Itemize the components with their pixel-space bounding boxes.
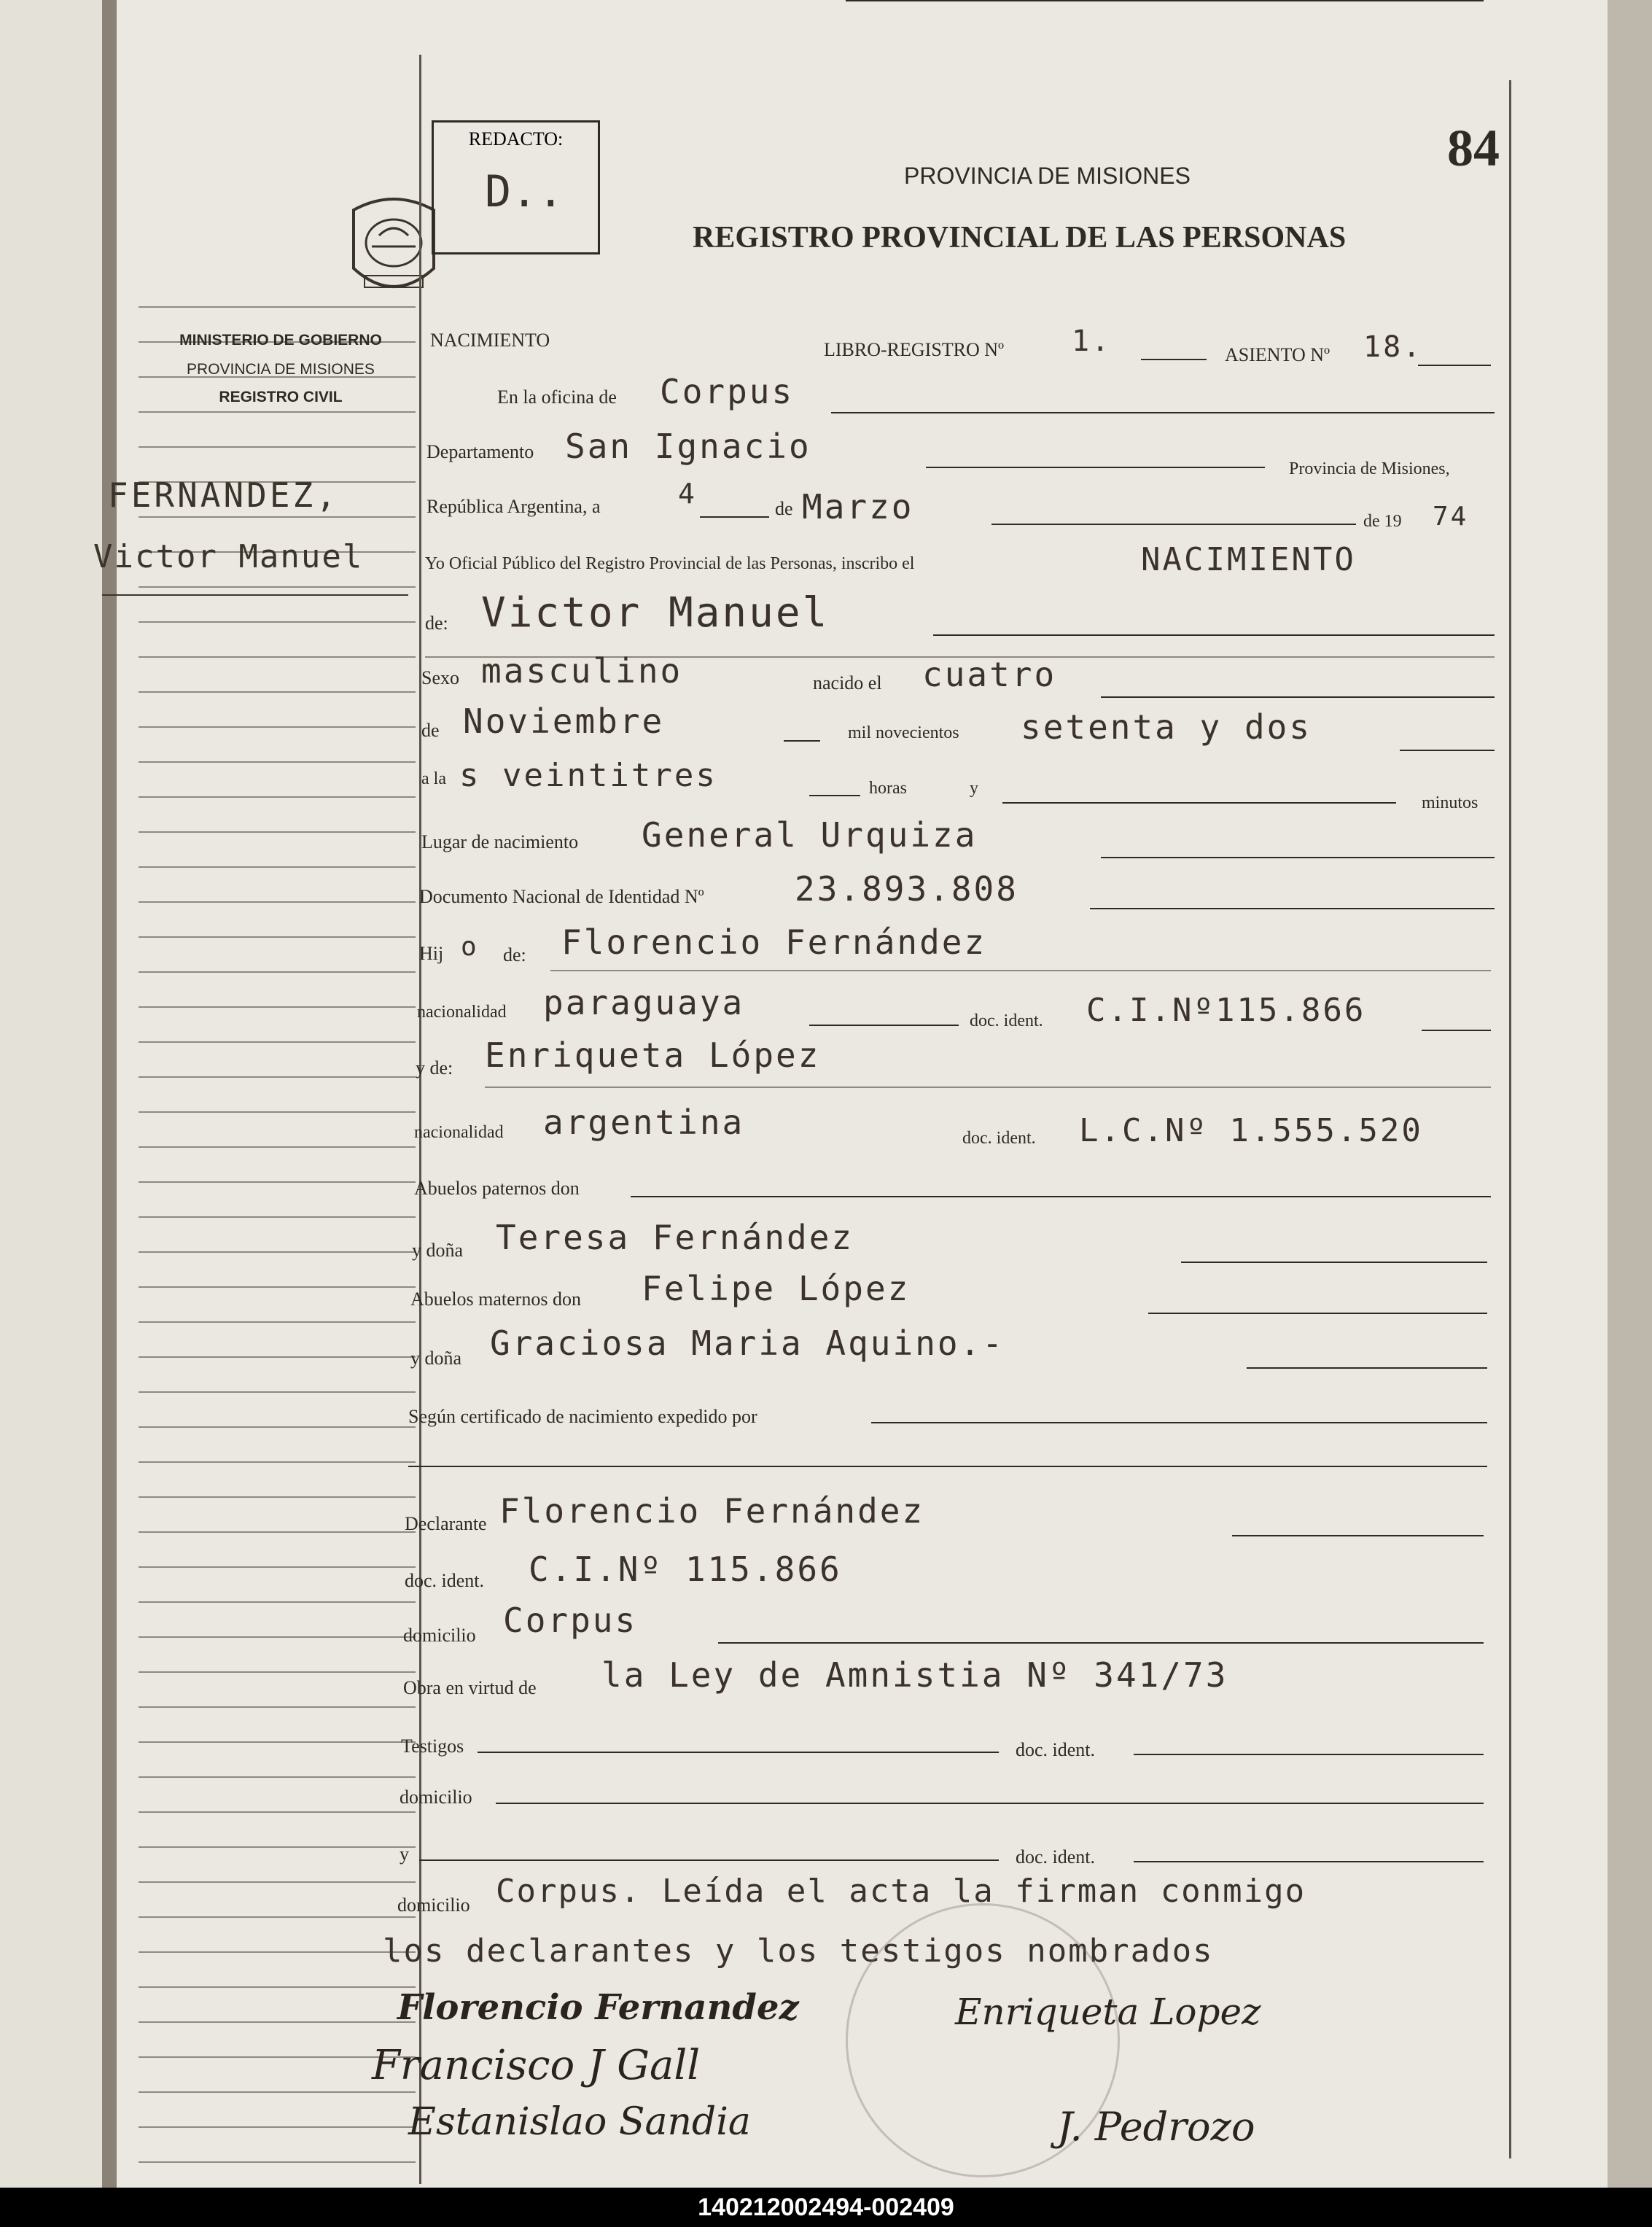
margin-ruled-line [139,1181,416,1183]
abuela-materna: Graciosa Maria Aquino.- [490,1324,1005,1363]
margin-ruled-line [139,1601,416,1603]
margin-ruled-line [139,1356,416,1358]
testigos-label: Testigos [401,1736,464,1757]
hijo-de-label: de: [503,944,526,965]
redacto-box [432,120,600,254]
obra-value: la Ley de Amnistia Nº 341/73 [601,1655,1228,1695]
margin-ruled-line [139,586,416,588]
segun-label: Según certificado de nacimiento expedido por [408,1406,757,1427]
de-label: de [775,498,793,519]
abuelo-materno: Felipe López [642,1269,911,1308]
closing-line-1: Corpus. Leída el acta la firman conmigo [496,1873,1306,1910]
testigo2-doc-label: doc. ident. [1016,1846,1096,1868]
margin-name-underline [102,594,408,596]
sexo-label: Sexo [421,667,459,688]
abuelos-maternos-label: Abuelos maternos don [410,1289,581,1310]
hijo-label: Hij [419,943,444,964]
margin-ruled-line [139,621,416,623]
mother-doc: L.C.Nº 1.555.520 [1079,1112,1423,1149]
sexo-value: masculino [481,651,683,691]
testigos-domicilio-label: domicilio [400,1787,472,1808]
margin-ruled-line [139,516,416,518]
margin-given-name: Victor Manuel [93,538,364,575]
oficina-label: En la oficina de [497,386,617,408]
year-value: 74 [1433,502,1469,532]
redacto-value: D.. [485,166,564,217]
alas-label: a la [421,769,446,788]
inscribo-label: Yo Oficial Público del Registro Provincial de las Personas, inscribo el [425,554,915,573]
registered-name: Victor Manuel [481,589,830,637]
margin-ruled-line [139,2021,416,2023]
libro-label: LIBRO-REGISTRO Nº [824,339,1005,360]
margin-ruled-line [139,1671,416,1673]
hour-value: s veintitres [459,757,717,794]
ministry-label: MINISTERIO DE GOBIERNO [179,332,382,349]
provincia-label: Provincia de Misiones, [1289,459,1450,478]
archive-id-footer: 140212002494-002409 [0,2188,1652,2227]
margin-ruled-line [139,1916,416,1918]
signature-official: J. Pedrozo [1057,2104,1255,2150]
header-registry: REGISTRO PROVINCIAL DE LAS PERSONAS [693,221,1347,254]
margin-ruled-line [139,1216,416,1218]
birth-month-value: Noviembre [463,701,665,741]
hijo-suffix: o [461,932,479,962]
libro-value: 1. [1072,324,1112,358]
father-nationality: paraguaya [543,983,745,1022]
margin-ruled-line [139,411,416,413]
signature-declarante: Florencio Fernandez [397,1987,799,2028]
father-name: Florencio Fernández [561,922,987,962]
margin-ruled-line [139,1006,416,1008]
abuela-paterna: Teresa Fernández [496,1218,854,1257]
margin-ruled-line [139,1636,416,1638]
sidebar-province: PROVINCIA DE MISIONES [187,361,375,378]
month-value: Marzo [802,487,914,526]
margin-ruled-line [139,1391,416,1393]
binding-cloth [1604,0,1652,2188]
margin-surname: FERNANDEZ, [108,475,339,515]
lugar-value: General Urquiza [642,815,978,855]
asiento-label: ASIENTO Nº [1225,344,1330,365]
margin-ruled-line [139,691,416,693]
oficina-value: Corpus [660,372,795,411]
margin-ruled-line [139,1321,416,1323]
mil-label: mil novecientos [848,723,959,742]
declarante-label: Declarante [405,1513,487,1534]
republica-label: República Argentina, a [426,496,601,517]
margin-ruled-line [139,1251,416,1253]
testigo2-label: y [400,1843,409,1865]
lugar-label: Lugar de nacimiento [421,831,579,852]
declarante-name: Florencio Fernández [499,1491,925,1531]
declarante-doc-label: doc. ident. [405,1570,485,1591]
margin-ruled-line [139,936,416,938]
margin-ruled-line [139,1566,416,1568]
margin-ruled-line [139,866,416,868]
declarante-doc: C.I.Nº 115.866 [529,1550,842,1589]
y-label: y [970,779,978,798]
birth-year-value: setenta y dos [1021,707,1312,747]
nacido-value: cuatro [922,655,1057,694]
margin-ruled-line [139,1461,416,1463]
header-province: PROVINCIA DE MISIONES [904,163,1191,189]
signature-witness-2: Estanislao Sandia [408,2100,751,2144]
mother-doc-label: doc. ident. [962,1129,1036,1148]
de2-label: de: [425,613,448,634]
margin-ruled-line [139,1881,416,1883]
margin-ruled-line [139,1846,416,1848]
margin-ruled-line [139,1146,416,1148]
sidebar-registry: REGISTRO CIVIL [219,389,343,405]
dni-label: Documento Nacional de Identidad Nº [419,886,704,907]
mother-name: Enriqueta López [485,1035,821,1075]
mother-nationality-label: nacionalidad [414,1123,504,1142]
margin-ruled-line [139,1951,416,1953]
margin-ruled-line [139,831,416,833]
testigos-doc-label: doc. ident. [1016,1739,1096,1760]
father-doc: C.I.Nº115.866 [1086,992,1366,1029]
domicilio3-label: domicilio [397,1894,470,1916]
abuela-paterna-label: y doña [412,1240,464,1261]
margin-ruled-line [139,901,416,903]
mother-nationality: argentina [543,1103,745,1142]
margin-ruled-line [139,306,416,308]
margin-ruled-line [139,1076,416,1078]
father-nationality-label: nacionalidad [417,1003,507,1022]
margin-ruled-line [139,1986,416,1988]
margin-ruled-line [139,2091,416,2093]
father-doc-label: doc. ident. [970,1011,1043,1030]
day-value: 4 [678,478,697,510]
margin-ruled-line [139,656,416,658]
margin-ruled-line [139,1776,416,1778]
margin-ruled-line [139,761,416,763]
margin-ruled-line [139,1741,416,1743]
departamento-value: San Ignacio [565,427,811,466]
margin-ruled-line [139,971,416,973]
nacimiento-label: NACIMIENTO [430,330,550,351]
signature-mother: Enriqueta Lopez [955,1991,1261,2033]
asiento-value: 18. [1363,330,1423,364]
inscribo-value: NACIMIENTO [1141,541,1356,578]
margin-ruled-line [139,446,416,448]
nacido-label: nacido el [813,672,882,693]
margin-ruled-line [139,1811,416,1813]
abuelos-paternos-label: Abuelos paternos don [414,1178,580,1199]
horas-label: horas [869,779,907,798]
dni-value: 23.893.808 [795,869,1018,909]
de3-label: de [421,720,440,741]
margin-ruled-line [139,1496,416,1498]
departamento-label: Departamento [426,441,534,462]
mother-label: y de: [416,1057,453,1078]
right-border [1509,80,1511,2158]
margin-divider [419,55,421,2184]
margin-ruled-line [139,1531,416,1533]
abuela-materna-label: y doña [410,1348,462,1369]
margin-ruled-line [139,1286,416,1288]
redacto-label: REDACTO: [468,128,564,149]
margin-ruled-line [139,2126,416,2128]
margin-ruled-line [139,726,416,728]
previous-page-edge [0,0,109,2188]
closing-line-2: los declarantes y los testigos nombrados [383,1932,1214,1970]
margin-ruled-line [139,2161,416,2163]
margin-ruled-line [139,1041,416,1043]
domicilio-label: domicilio [403,1625,476,1646]
margin-ruled-line [139,796,416,798]
margin-ruled-line [139,1426,416,1428]
page-number: 84 [1447,119,1500,177]
margin-ruled-line [139,1706,416,1708]
margin-ruled-line [139,1111,416,1113]
obra-label: Obra en virtud de [403,1677,537,1698]
domicilio-value: Corpus [503,1601,638,1640]
signature-witness-1: Francisco J Gall [372,2042,701,2089]
year-label: de 19 [1363,512,1402,531]
minutos-label: minutos [1422,793,1478,812]
